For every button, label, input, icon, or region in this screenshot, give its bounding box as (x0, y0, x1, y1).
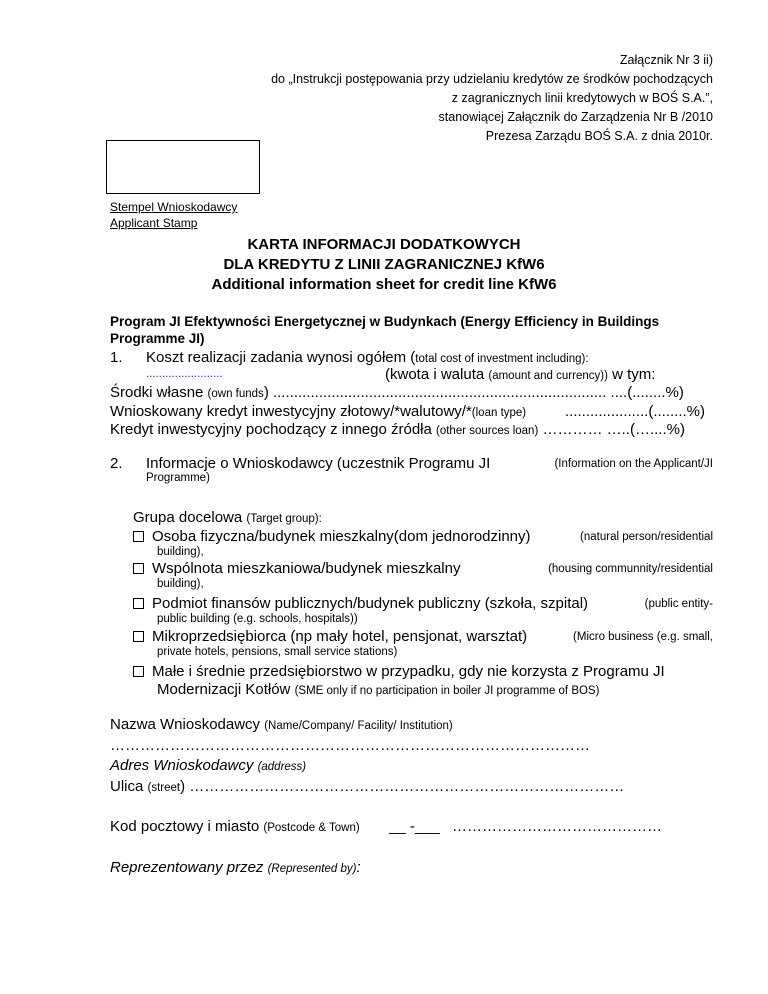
section-2-number: 2. (110, 455, 123, 472)
header-line-4: stanowiącej Załącznik do Zarządzenia Nr B /2010 (438, 110, 713, 124)
section-2-heading-cont: Programme) (146, 472, 210, 484)
represented-by-label: Reprezentowany przez (Represented by): (110, 859, 361, 876)
applicant-address-label: Adres Wnioskodawcy (address) (110, 757, 307, 774)
header-line-2: do „Instrukcji postępowania przy udzielaniu kredytów ze środków pochodzących (271, 72, 713, 86)
own-funds-line: Środki własne (own funds) ................................................................................ ....(........%) (110, 384, 684, 401)
loan-type-line: Wnioskowany kredyt inwestycyjny złotowy/*walutowy/*(loan type) (110, 403, 527, 420)
postcode-field[interactable]: __ -___ (389, 818, 440, 835)
target-option-3-cont: public building (e.g. schools, hospitals)) (157, 613, 358, 625)
checkbox[interactable] (133, 563, 144, 574)
header-line-1: Załącznik Nr 3 ii) (619, 53, 713, 67)
program-line-2: Programme JI) (110, 331, 205, 346)
checkbox[interactable] (133, 598, 144, 609)
section-1-number: 1. (110, 349, 123, 366)
other-loan-line: Kredyt inwestycyjny pochodzący z innego źródła (other sources loan) ………… …..(…....%) (110, 421, 685, 438)
checkbox[interactable] (133, 531, 144, 542)
target-option-1-cont: building), (157, 546, 204, 558)
checkbox[interactable] (133, 631, 144, 642)
program-line-1: Program JI Efektywności Energetycznej w Budynkach (Energy Efficiency in Buildings (110, 314, 660, 329)
section-2-heading: Informacje o Wnioskodawcy (uczestnik Programu JI (Information on the Applicant/JI (146, 455, 713, 472)
applicant-name-field[interactable]: …………………………………………………………………………………… (110, 737, 590, 754)
target-option-4-cont: private hotels, pensions, small service stations) (157, 646, 398, 658)
header-line-5: Prezesa Zarządu BOŚ S.A. z dnia 2010r. (485, 129, 713, 143)
target-option-5[interactable]: Małe i średnie przedsiębiorstwo w przypadku, gdy nie korzysta z Programu JI (133, 663, 665, 680)
postcode-label: Kod pocztowy i miasto (Postcode & Town) (110, 818, 360, 835)
doc-title-1: KARTA INFORMACJI DODATKOWYCH (247, 236, 521, 253)
street-field[interactable]: Ulica (street) …………………………………………………………………………… (110, 778, 625, 795)
section-1-heading: Koszt realizacji zadania wynosi ogółem (total cost of investment including): (146, 349, 589, 366)
stamp-label: Stempel Wnioskodawcy (110, 200, 238, 214)
amount-label: (kwota i waluta (amount and currency)) w tym: (385, 366, 656, 383)
target-group-label: Grupa docelowa (Target group): (133, 509, 322, 526)
target-option-1[interactable]: Osoba fizyczna/budynek mieszkalny(dom jednorodzinny) (natural person/residential (133, 528, 713, 545)
target-option-5-cont: Modernizacji Kotłów (SME only if no participation in boiler JI programme of BOS) (157, 681, 600, 698)
header-line-3: z zagranicznych linii kredytowych w BOŚ S.A.”, (451, 91, 713, 105)
target-option-2[interactable]: Wspólnota mieszkaniowa/budynek mieszkalny (housing communnity/residential (133, 560, 713, 577)
amount-dots: ........................ (146, 368, 223, 380)
target-option-2-cont: building), (157, 578, 204, 590)
applicant-name-label: Nazwa Wnioskodawcy (Name/Company/ Facility/ Institution) (110, 716, 453, 733)
stamp-box (106, 140, 260, 194)
doc-title-2: DLA KREDYTU Z LINII ZAGRANICZNEJ KfW6 (223, 256, 545, 273)
town-field[interactable]: …………………………………… (452, 818, 662, 835)
target-option-4[interactable]: Mikroprzedsiębiorca (np mały hotel, pensjonat, warsztat) (Micro business (e.g. small, (133, 628, 713, 645)
checkbox[interactable] (133, 666, 144, 677)
doc-title-3: Additional information sheet for credit line KfW6 (211, 276, 557, 293)
loan-type-percent: ....................(........%) (565, 403, 706, 420)
stamp-label-en: Applicant Stamp (110, 216, 198, 230)
target-option-3[interactable]: Podmiot finansów publicznych/budynek publiczny (szkoła, szpital) (public entity- (133, 595, 713, 612)
